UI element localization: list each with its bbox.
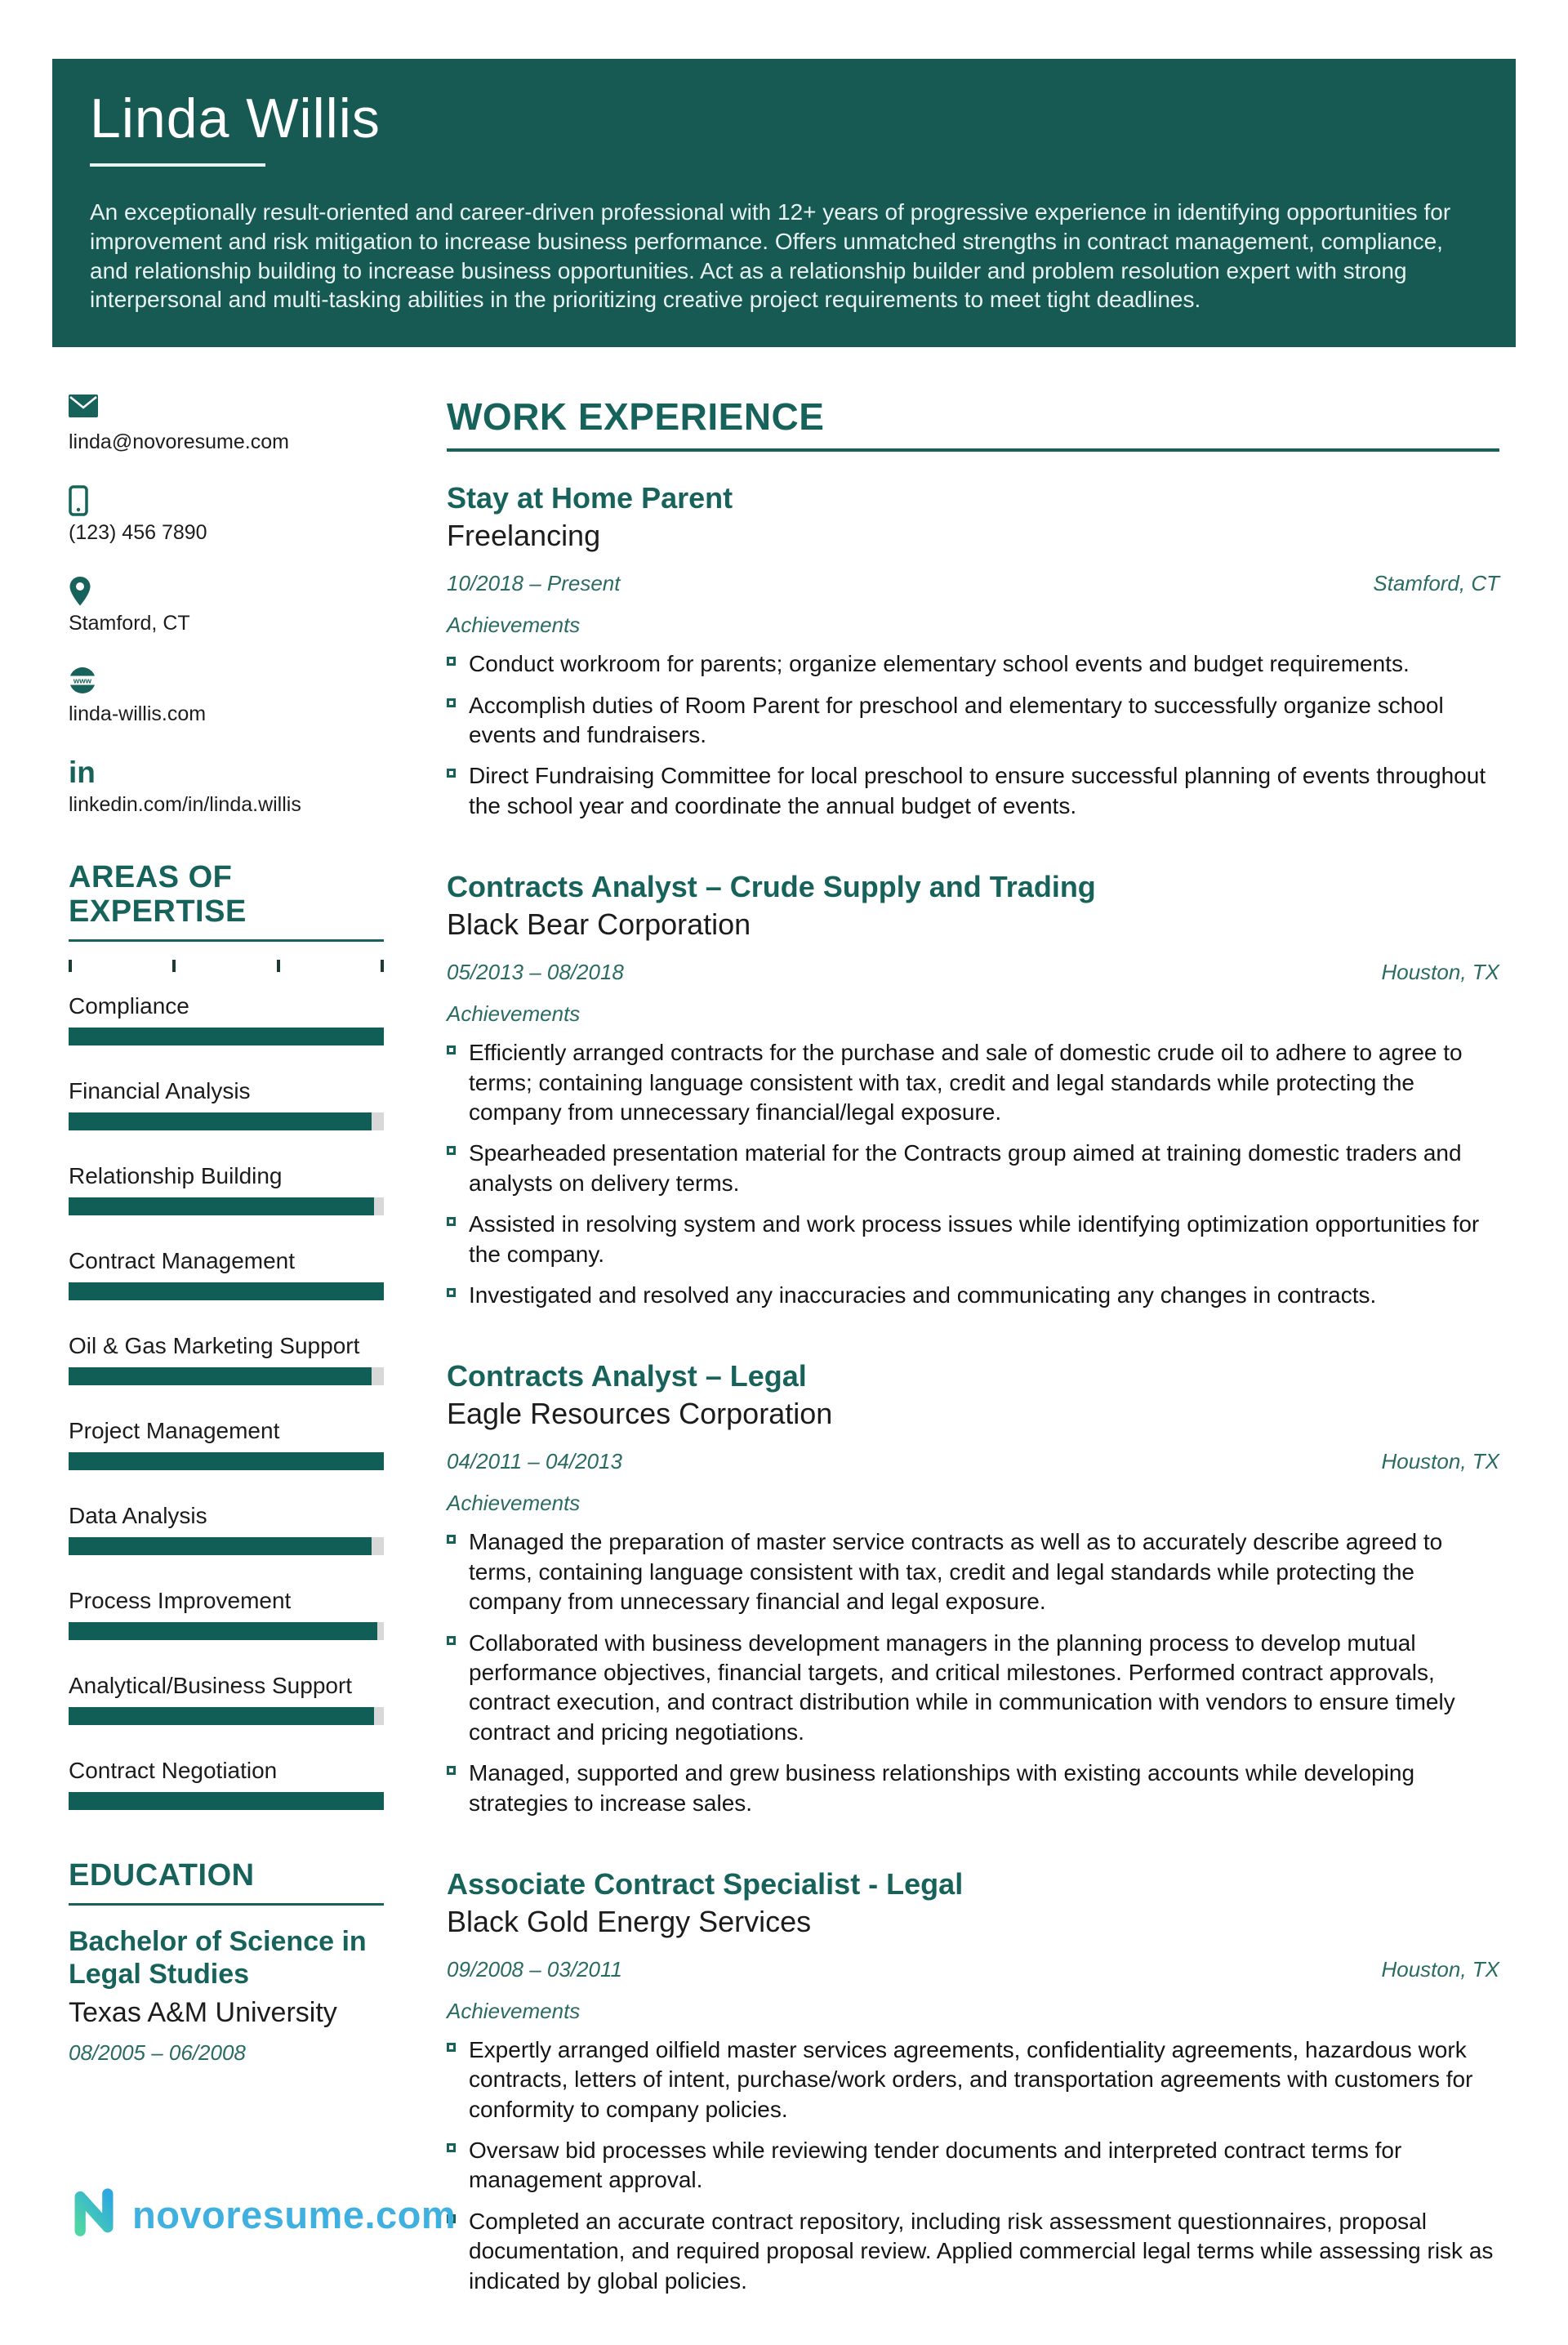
skill-item xyxy=(69,1248,384,1300)
skill-bar-fill xyxy=(69,1282,384,1300)
square-bullet-icon xyxy=(447,698,456,707)
education-title: EDUCATION xyxy=(69,1857,255,1892)
achievement-text: Completed an accurate contract repository, including risk assessment questionnaires, proposal documentation, and required proposal review. Applied commercial legal terms while assessing risk as indicated by global policies. xyxy=(469,2208,1494,2294)
location-pin-icon xyxy=(69,576,384,607)
square-bullet-icon xyxy=(447,2143,456,2152)
achievements-list xyxy=(447,2035,1499,2296)
skill-item xyxy=(69,1588,384,1640)
achievement-text: Investigated and resolved any inaccuracies and communicating any changes in contracts. xyxy=(469,1282,1377,1308)
svg-text:www: www xyxy=(73,676,92,686)
job-company: Black Gold Energy Services xyxy=(447,1904,812,1938)
skill-scale-ticks xyxy=(69,960,384,972)
novoresume-branding[interactable] xyxy=(69,2187,456,2242)
square-bullet-icon xyxy=(447,1288,456,1297)
education-dates: 08/2005 – 06/2008 xyxy=(69,2040,246,2065)
job-company: Freelancing xyxy=(447,519,601,553)
square-bullet-icon xyxy=(447,1045,456,1054)
job-entry xyxy=(447,1359,1499,1818)
job-title: Stay at Home Parent xyxy=(447,481,733,515)
job-entry xyxy=(447,870,1499,1310)
achievements-label: Achievements xyxy=(447,1001,581,1027)
achievement-text: Spearheaded presentation material for the Contracts group aimed at training domestic traders and analysts on delivery terms. xyxy=(469,1140,1462,1196)
work-experience-title: WORK EXPERIENCE xyxy=(447,395,825,439)
skill-name: Project Management xyxy=(69,1417,280,1443)
job-dates: 09/2008 – 03/2011 xyxy=(447,1956,622,1982)
profile-summary: An exceptionally result-oriented and career-driven professional with 12+ years of progressive experience in identifying opportunities for improvement and risk mitigation to increase business performance. Offers unmatched strengths in contract management, compliance, and relationship building to increase business opportunities. Act as a relationship builder and problem resolution expert with strong interpersonal and multi-tasking abilities in the prioritizing creative project requirements to meet tight deadlines. xyxy=(90,199,1451,313)
achievement-text: Managed the preparation of master service contracts as well as to accurately describe agreed to terms, containing language consistent with tax, credit and legal standards while protecting the company from unnecessary financial and legal exposure. xyxy=(469,1529,1443,1615)
achievement-item xyxy=(447,2207,1499,2296)
skill-bar-fill xyxy=(69,1792,384,1810)
skill-item xyxy=(69,1163,384,1215)
skill-bar-fill xyxy=(69,1367,372,1385)
contact-linkedin xyxy=(69,757,384,817)
achievement-text: Collaborated with business development managers in the planning process to develop mutual performance objectives, financial targets, and critical milestones. Performed contract approvals, contract execution, and contract distribution while in communication with vendors to ensure timely contract and pricing negotiations. xyxy=(469,1629,1455,1745)
linkedin-value[interactable]: linkedin.com/in/linda.willis xyxy=(69,793,301,817)
achievement-item xyxy=(447,1527,1499,1616)
job-entry xyxy=(447,481,1499,821)
name-underline xyxy=(90,163,265,167)
scale-tick xyxy=(277,960,280,972)
scale-tick xyxy=(381,960,384,972)
job-title: Associate Contract Specialist - Legal xyxy=(447,1866,964,1901)
job-title: Contracts Analyst – Legal xyxy=(447,1359,807,1393)
education-underline xyxy=(69,1903,384,1906)
skill-bar-fill xyxy=(69,1028,384,1045)
skill-bar-track xyxy=(69,1792,384,1810)
achievements-list xyxy=(447,1038,1499,1310)
square-bullet-icon xyxy=(447,1636,456,1645)
skill-name: Oil & Gas Marketing Support xyxy=(69,1332,360,1358)
sidebar xyxy=(69,395,384,2345)
skill-item xyxy=(69,1503,384,1555)
achievement-item xyxy=(447,691,1499,751)
skill-bar-fill xyxy=(69,1112,372,1130)
achievement-item xyxy=(447,1038,1499,1127)
achievement-text: Managed, supported and grew business relationships with existing accounts while developing strategies to increase sales. xyxy=(469,1760,1415,1816)
skill-bar-track xyxy=(69,1537,384,1555)
job-company: Black Bear Corporation xyxy=(447,907,751,942)
work-experience-underline xyxy=(447,448,1499,452)
novoresume-logo-icon xyxy=(69,2187,119,2242)
contact-phone xyxy=(69,485,384,545)
skill-name: Data Analysis xyxy=(69,1502,207,1528)
skill-bar-track xyxy=(69,1367,384,1385)
skill-bar-track xyxy=(69,1622,384,1640)
linkedin-icon: in xyxy=(69,756,96,790)
resume-page xyxy=(0,59,1568,2294)
education-degree: Bachelor of Science in Legal Studies xyxy=(69,1925,367,1990)
achievements-label: Achievements xyxy=(447,1491,581,1516)
job-location: Houston, TX xyxy=(1381,960,1499,985)
square-bullet-icon xyxy=(447,1766,456,1775)
achievements-list xyxy=(447,1527,1499,1818)
achievements-list xyxy=(447,649,1499,821)
skill-bar-fill xyxy=(69,1537,372,1555)
scale-tick xyxy=(172,960,176,972)
skill-bar-fill xyxy=(69,1707,374,1725)
achievement-text: Conduct workroom for parents; organize elementary school events and budget requirements. xyxy=(469,651,1410,677)
skill-bar-track xyxy=(69,1452,384,1470)
square-bullet-icon xyxy=(447,657,456,666)
achievement-item xyxy=(447,649,1499,679)
contact-location xyxy=(69,576,384,635)
job-dates: 04/2011 – 04/2013 xyxy=(447,1449,622,1474)
job-location: Stamford, CT xyxy=(1373,571,1499,596)
website-value[interactable]: linda-willis.com xyxy=(69,702,207,726)
mail-icon xyxy=(69,395,384,426)
skill-name: Contract Management xyxy=(69,1247,296,1273)
achievement-text: Expertly arranged oilfield master services agreements, confidentiality agreements, hazardous work contracts, letters of intent, purchase/work orders, and transportation agreements with customers for conformity to company policies. xyxy=(469,2036,1473,2122)
job-dates: 10/2018 – Present xyxy=(447,571,621,596)
skill-item xyxy=(69,993,384,1045)
job-meta-row xyxy=(447,1449,1499,1474)
skill-item xyxy=(69,1333,384,1385)
skill-name: Compliance xyxy=(69,992,189,1019)
achievements-label: Achievements xyxy=(447,1998,581,2023)
expertise-title: AREAS OF EXPERTISE xyxy=(69,860,247,930)
achievement-item xyxy=(447,1629,1499,1748)
scale-tick xyxy=(69,960,72,972)
skills-list xyxy=(69,993,384,1810)
job-company: Eagle Resources Corporation xyxy=(447,1397,833,1431)
achievement-item xyxy=(447,761,1499,821)
skill-name: Analytical/Business Support xyxy=(69,1672,353,1698)
skill-item xyxy=(69,1078,384,1130)
job-meta-row xyxy=(447,1957,1499,1982)
skill-bar-track xyxy=(69,1707,384,1725)
achievement-item xyxy=(447,2136,1499,2196)
contact-section xyxy=(69,395,384,817)
header-band xyxy=(52,59,1516,347)
job-entry xyxy=(447,1867,1499,2296)
novoresume-brand-text[interactable]: novoresume.com xyxy=(132,2193,457,2236)
skill-name: Relationship Building xyxy=(69,1162,283,1188)
job-title: Contracts Analyst – Crude Supply and Trading xyxy=(447,870,1096,904)
achievement-text: Efficiently arranged contracts for the purchase and sale of domestic crude oil to adhere to agree to terms; containing language consistent with tax, credit and legal standards while protecting the company from unnecessary financial/legal exposure. xyxy=(469,1040,1463,1126)
job-location: Houston, TX xyxy=(1381,1449,1499,1474)
skill-bar-track xyxy=(69,1028,384,1045)
content-columns xyxy=(69,395,1499,2345)
square-bullet-icon xyxy=(447,1146,456,1155)
skill-bar-fill xyxy=(69,1452,384,1470)
expertise-underline xyxy=(69,939,384,942)
job-location: Houston, TX xyxy=(1381,1956,1499,1982)
achievements-label: Achievements xyxy=(447,613,581,638)
phone-value: (123) 456 7890 xyxy=(69,521,207,545)
square-bullet-icon xyxy=(447,2043,456,2052)
square-bullet-icon xyxy=(447,769,456,778)
skill-name: Process Improvement xyxy=(69,1587,292,1613)
square-bullet-icon xyxy=(447,1535,456,1544)
achievement-text: Accomplish duties of Room Parent for preschool and elementary to successfully organize school events and fundraisers. xyxy=(469,692,1444,748)
achievement-text: Oversaw bid processes while reviewing tender documents and interpreted contract terms for management approval. xyxy=(469,2138,1402,2193)
education-school: Texas A&M University xyxy=(69,1996,337,2028)
achievement-item xyxy=(447,2035,1499,2124)
achievement-item xyxy=(447,1759,1499,1818)
skill-bar-track xyxy=(69,1112,384,1130)
skill-bar-track xyxy=(69,1197,384,1215)
globe-www-icon xyxy=(69,666,384,698)
skill-bar-fill xyxy=(69,1197,374,1215)
achievement-item xyxy=(447,1139,1499,1198)
education-section xyxy=(69,1859,384,2066)
achievement-item xyxy=(447,1210,1499,1269)
job-dates: 05/2013 – 08/2018 xyxy=(447,960,624,985)
work-experience-section xyxy=(447,395,1499,2345)
skill-bar-track xyxy=(69,1282,384,1300)
skill-bar-fill xyxy=(69,1622,377,1640)
job-meta-row xyxy=(447,571,1499,596)
achievement-item xyxy=(447,1281,1499,1310)
job-meta-row xyxy=(447,960,1499,985)
skill-item xyxy=(69,1418,384,1470)
location-value: Stamford, CT xyxy=(69,612,190,635)
skill-name: Financial Analysis xyxy=(69,1077,251,1103)
phone-icon xyxy=(69,485,384,516)
skill-item xyxy=(69,1758,384,1810)
achievement-text: Assisted in resolving system and work process issues while identifying optimization opportunities for the company. xyxy=(469,1211,1480,1267)
contact-website xyxy=(69,666,384,726)
skill-item xyxy=(69,1673,384,1725)
candidate-name: Linda Willis xyxy=(90,87,381,149)
expertise-section xyxy=(69,861,384,1810)
skill-name: Contract Negotiation xyxy=(69,1757,278,1783)
square-bullet-icon xyxy=(447,1217,456,1226)
email-value[interactable]: linda@novoresume.com xyxy=(69,430,289,454)
achievement-text: Direct Fundraising Committee for local preschool to ensure successful planning of events throughout the school year and coordinate the annual budget of events. xyxy=(469,763,1486,818)
contact-email xyxy=(69,395,384,454)
